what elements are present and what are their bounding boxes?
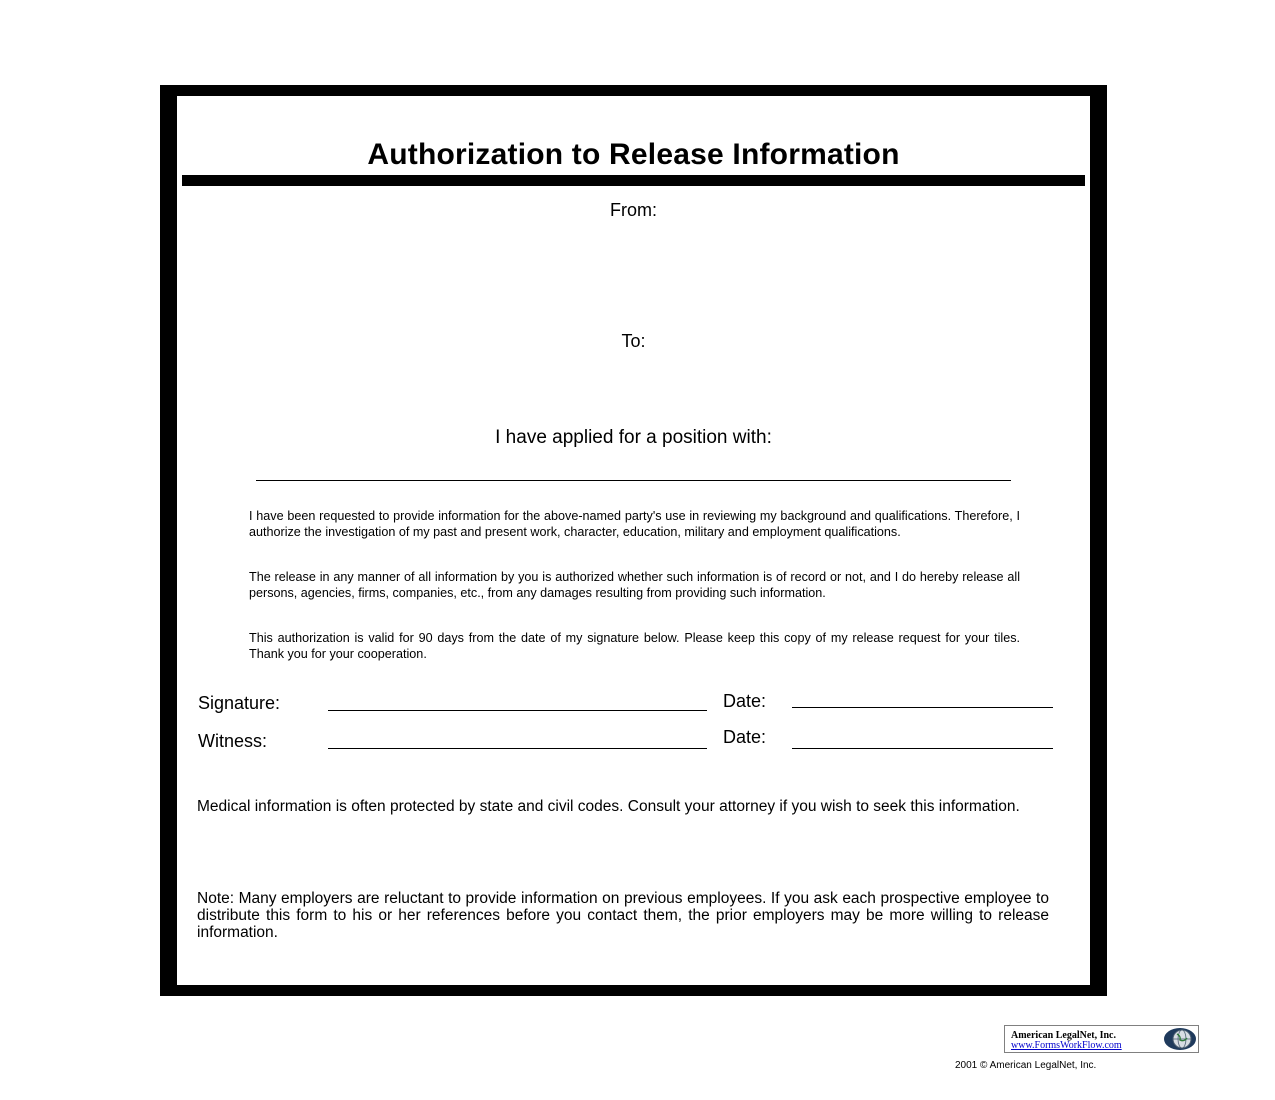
applied-position-label: I have applied for a position with: (495, 427, 772, 448)
employer-note: Note: Many employers are reluctant to provide information on previous employees. If you ask each prospective employee to distribute this form to his or her references before you contact them, the prior employers may be more willing to release information. (197, 890, 1049, 941)
witness-field[interactable] (328, 748, 707, 749)
globe-icon (1163, 1027, 1197, 1051)
title-underline (182, 175, 1085, 186)
badge-company-name: American LegalNet, Inc. (1011, 1030, 1116, 1041)
authorization-paragraph-1: I have been requested to provide information for the above-named party's use in reviewing my background and qualifications. Therefore, I authorize the investigation of my past and present work, character, education, military and employment qualifications. (249, 509, 1020, 539)
to-label: To: (621, 331, 646, 351)
badge-url-link[interactable]: www.FormsWorkFlow.com (1011, 1040, 1122, 1051)
witness-date-field[interactable] (792, 748, 1053, 749)
authorization-paragraph-3: This authorization is valid for 90 days from the date of my signature below. Please keep this copy of my release request for your tiles. Thank you for your cooperation. (249, 631, 1020, 661)
from-label: From: (610, 200, 657, 220)
medical-info-note: Medical information is often protected by state and civil codes. Consult your attorney if you wish to seek this information. (197, 798, 1020, 815)
signature-date-field[interactable] (792, 707, 1053, 708)
copyright-notice: 2001 © American LegalNet, Inc. (955, 1060, 1097, 1071)
signature-field[interactable] (328, 710, 707, 711)
form-page (177, 96, 1090, 985)
signature-label: Signature: (198, 693, 281, 713)
signature-date-label: Date: (723, 691, 767, 711)
forms-workflow-badge[interactable] (1004, 1025, 1199, 1053)
employer-name-field[interactable] (256, 480, 1011, 481)
witness-label: Witness: (198, 731, 268, 751)
form-title: Authorization to Release Information (367, 138, 900, 171)
authorization-paragraph-2: The release in any manner of all information by you is authorized whether such information is of record or not, and I do hereby release all persons, agencies, firms, companies, etc., from any damages resulting from providing such information. (249, 570, 1020, 600)
witness-date-label: Date: (723, 727, 767, 747)
